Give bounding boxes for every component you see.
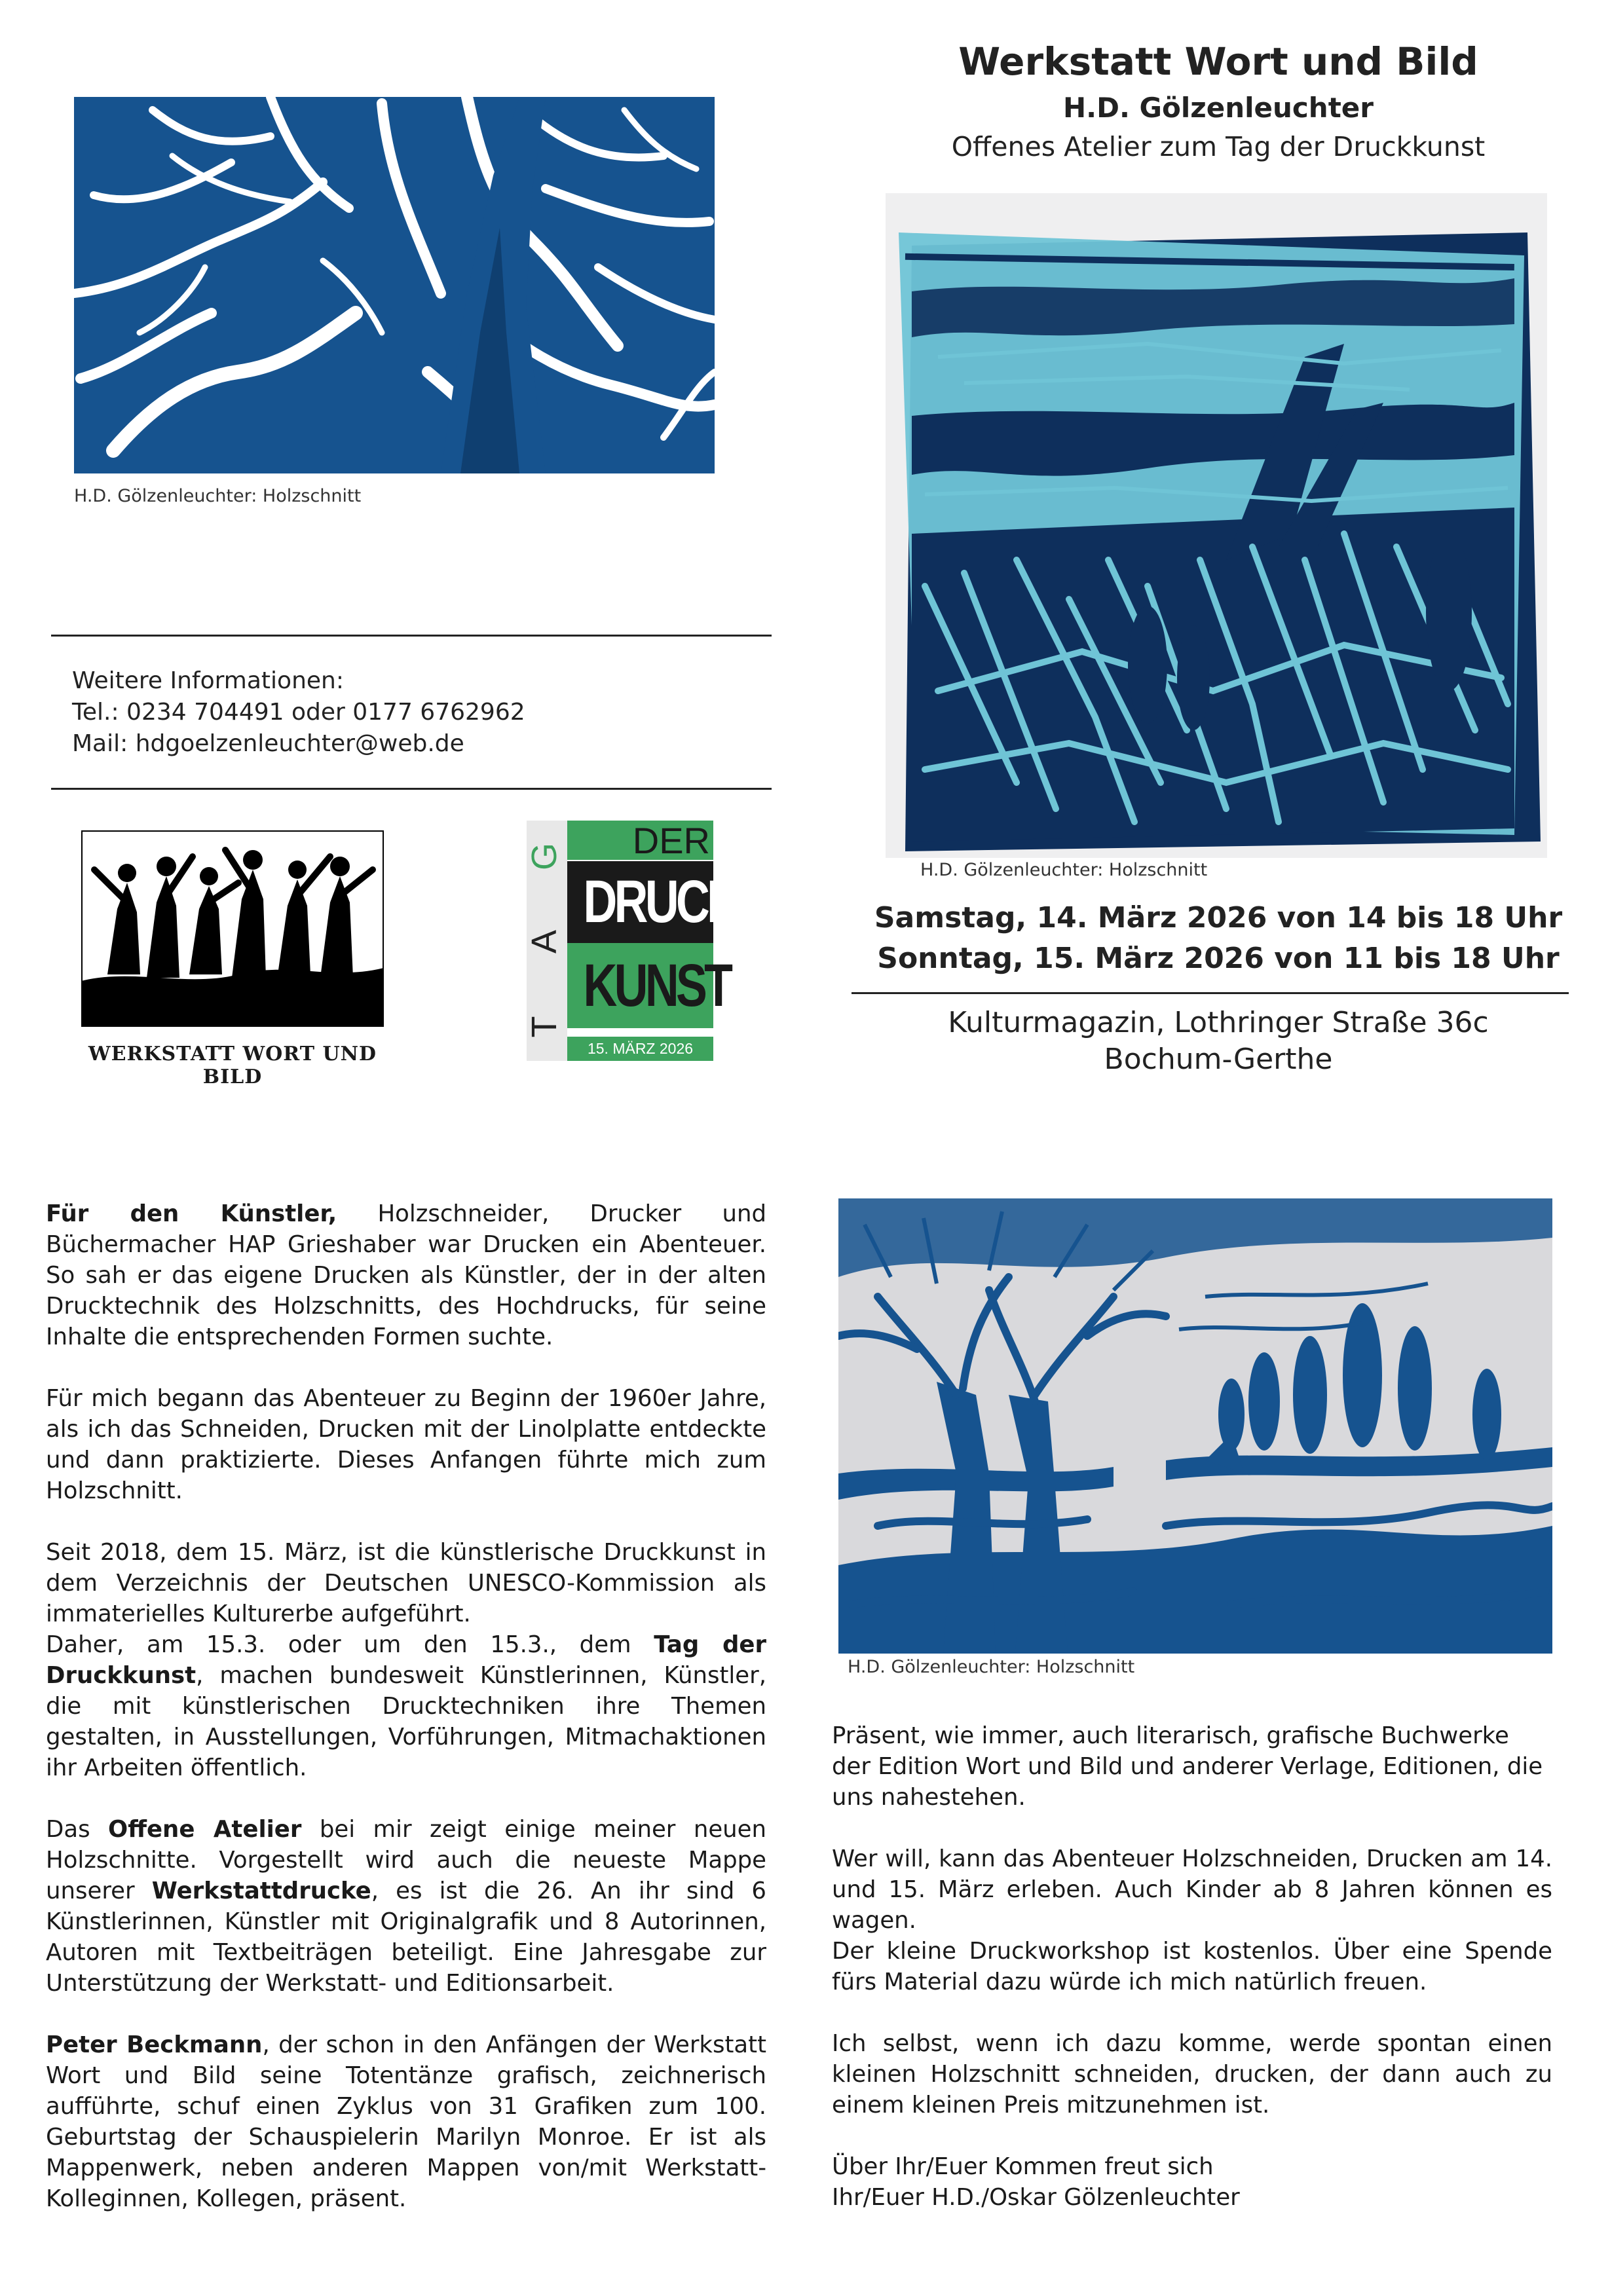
- event-date-sunday: Sonntag, 15. März 2026 von 11 bis 18 Uhr: [877, 942, 1560, 975]
- right-paragraph-5: Über Ihr/Euer Kommen freut sich: [832, 2153, 1214, 2180]
- left-p5-bold-1: Offene Atelier: [108, 1816, 302, 1843]
- left-p4-text-a: Daher, am 15.3. oder um den 15.3., dem: [46, 1631, 654, 1658]
- left-paragraph-3: Seit 2018, dem 15. März, ist die künstlerische Druckkunst in dem Verzeichnis der Deutschen UNESCO-Kommission als immaterielles Kulturerbe aufgeführt.: [46, 1539, 766, 1627]
- info-heading: Weitere Informationen:: [72, 667, 344, 694]
- woodcut-trees-figures-image: [838, 1198, 1552, 1654]
- logo-date-badge: 15. MÄRZ 2026: [567, 1037, 713, 1061]
- left-paragraph-6: [46, 2029, 766, 2214]
- info-mail: Mail: hdgoelzenleuchter@web.de: [72, 730, 464, 757]
- left-p4-bold: Tag der Druckkunst: [46, 1631, 766, 1689]
- right-paragraph-4: Ich selbst, wenn ich dazu komme, werde spontan einen kleinen Holzschnitt schneiden, drucken, der dann auch zu einem kleinen Preis mitzunehmen ist.: [832, 2030, 1552, 2119]
- logo-tag-letter-g: G: [525, 843, 564, 871]
- event-date-saturday: Samstag, 14. März 2026 von 14 bis 18 Uhr: [874, 901, 1563, 935]
- divider-info-bottom: [51, 788, 772, 790]
- left-paragraph-4: [46, 1629, 766, 1783]
- left-body-column: [46, 1198, 766, 2214]
- woodcut-landscape-image: [886, 193, 1547, 858]
- info-phone: Tel.: 0234 704491 oder 0177 6762962: [72, 699, 525, 726]
- left-p6-bold: Peter Beckmann: [46, 2031, 263, 2058]
- werkstatt-logo-image: [81, 830, 384, 1027]
- right-paragraph-1: Präsent, wie immer, auch literarisch, grafische Buchwerke der Edition Wort und Bild und anderer Verlage, Editionen, die uns nahestehen.: [832, 1722, 1543, 1811]
- right-paragraph-3: Der kleine Druckworkshop ist kostenlos. Über eine Spende fürs Material dazu würde ich mich natürlich freuen.: [832, 1938, 1552, 1995]
- divider-info-top: [51, 635, 772, 637]
- left-paragraph-1: [46, 1198, 766, 1352]
- left-p5-text-b: bei mir zeigt einige meiner neuen Holzschnitte. Vorgestellt wird auch die neueste Mappe unserer: [46, 1816, 767, 1904]
- event-venue-address: Kulturmagazin, Lothringer Straße 36c: [948, 1006, 1489, 1039]
- right-paragraph-2: Wer will, kann das Abenteuer Holzschneiden, Drucken am 14. und 15. März erleben. Auch Kinder ab 8 Jahren können es wagen.: [832, 1845, 1552, 1934]
- left-p4-text-b: , machen bundesweit Künstlerinnen, Künstler, die mit künstlerischen Drucktechniken ihre Themen gestalten, in Ausstellungen, Vorführungen, Mitmachaktionen ihr Arbeiten öffentlich.: [46, 1662, 766, 1781]
- werkstatt-logo-label: WERKSTATT WORT UND BILD: [88, 1043, 377, 1088]
- left-p6-text: , der schon in den Anfängen der Werkstatt Wort und Bild seine Totentänze grafisch, zeichnerisch aufführte, schuf einen Zyklus von 31 Grafiken zum 100. Geburtstag der Schauspielerin Marilyn Monroe. Er ist als Mappenwerk, neben anderen Mappen von/mit Werkstatt-Kolleginnen, Kollegen, präsent.: [46, 2031, 766, 2212]
- left-p1-text: Holzschneider, Drucker und Büchermacher HAP Grieshaber war Drucken ein Abenteuer. So sah er das eigene Drucken als Künstler, der in der alten Drucktechnik des Holzschnitts, des Hochdrucks, für seine Inhalte die entsprechenden Formen suchte.: [46, 1200, 766, 1350]
- caption-bottom-right: H.D. Gölzenleuchter: Holzschnitt: [848, 1657, 1135, 1677]
- event-venue-city: Bochum-Gerthe: [1104, 1043, 1333, 1076]
- caption-top-right: H.D. Gölzenleuchter: Holzschnitt: [920, 860, 1208, 880]
- left-paragraph-2: Für mich begann das Abenteuer zu Beginn der 1960er Jahre, als ich das Schneiden, Drucken mit der Linolplatte entdeckte und dann praktizierte. Dieses Anfangen führte mich zum Holzschnitt.: [46, 1385, 766, 1504]
- left-p1-bold: Für den Künstler,: [46, 1200, 337, 1227]
- right-body-column: [832, 1720, 1552, 2213]
- divider-venue: [852, 992, 1569, 994]
- logo-tag-letter-t: T: [525, 1016, 564, 1038]
- logo-tag-letter-a: A: [525, 929, 564, 954]
- logo-druck: DRUCK: [583, 868, 738, 935]
- woodcut-tree-image: [74, 97, 715, 473]
- left-p5-text-a: Das: [46, 1816, 109, 1843]
- left-p5-text-c: , es ist die 26. An ihr sind 6 Künstlerinnen, Künstler mit Originalgrafik und 8 Autorinnen, Autoren mit Textbeiträgen beteiligt. Eine Jahresgabe zur Unterstützung der Werkstatt- und Editionsarbeit.: [46, 1878, 766, 1997]
- logo-der: DER: [632, 820, 710, 861]
- caption-top-left: H.D. Gölzenleuchter: Holzschnitt: [74, 486, 362, 506]
- page-subtitle: H.D. Gölzenleuchter: [1063, 92, 1374, 124]
- left-p5-bold-2: Werkstattdrucke: [151, 1878, 371, 1904]
- page-title: Werkstatt Wort und Bild: [958, 39, 1478, 84]
- tag-der-druckkunst-logo: [525, 820, 738, 1061]
- logo-kunst: KUNST: [583, 952, 730, 1019]
- right-paragraph-6: Ihr/Euer H.D./Oskar Gölzenleuchter: [832, 2184, 1240, 2211]
- left-paragraph-5: [46, 1814, 766, 1999]
- page-tagline: Offenes Atelier zum Tag der Druckkunst: [951, 131, 1486, 162]
